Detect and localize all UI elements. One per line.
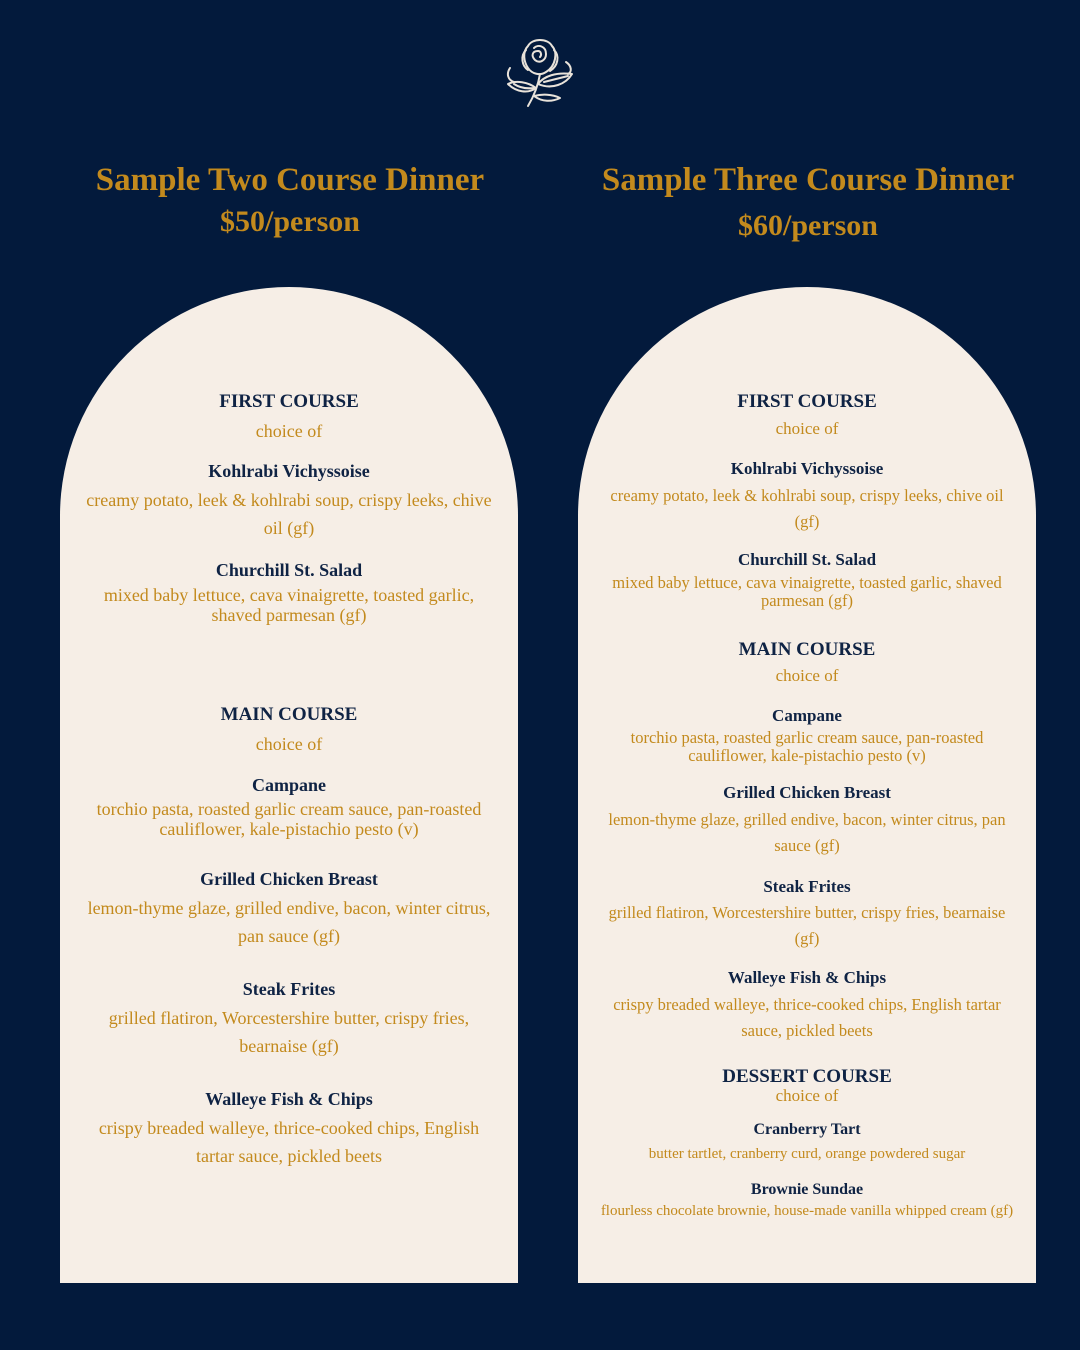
dish-name: Kohlrabi Vichyssoise (208, 461, 370, 481)
dish-description: lemon-thyme glaze, grilled endive, bacon, winter citrus, pan sauce (gf) (608, 810, 1006, 855)
dish-description: mixed baby lettuce, cava vinaigrette, toasted garlic, shaved parmesan (gf) (103, 585, 475, 625)
dish-name: Steak Frites (763, 877, 851, 896)
choice-of-label: choice of (775, 419, 839, 438)
dish-description: torchio pasta, roasted garlic cream sauce, pan-roasted cauliflower, kale-pistachio pesto (v) (96, 799, 482, 839)
dish-name: Churchill St. Salad (737, 550, 877, 569)
dish-name: Walleye Fish & Chips (727, 968, 887, 987)
choice-of-label: choice of (775, 666, 839, 685)
section-heading-main: MAIN COURSE (738, 639, 876, 660)
dish-description: flourless chocolate brownie, house-made vanilla whipped cream (gf) (600, 1203, 1014, 1219)
three-course-header (578, 160, 1038, 246)
dish-description: grilled flatiron, Worcestershire butter, crispy fries, bearnaise (gf) (108, 1008, 470, 1056)
dish-name: Walleye Fish & Chips (205, 1089, 373, 1109)
dish-description: butter tartlet, cranberry curd, orange powdered sugar (648, 1146, 966, 1162)
three-course-menu-card (578, 287, 1036, 1283)
dish-name: Brownie Sundae (750, 1181, 864, 1198)
dish-description: torchio pasta, roasted garlic cream sauce, pan-roasted cauliflower, kale-pistachio pesto (v) (630, 728, 984, 765)
dish-description: crispy breaded walleye, thrice-cooked chips, English tartar sauce, pickled beets (98, 1118, 480, 1166)
section-heading-main: MAIN COURSE (220, 704, 358, 725)
dish-name: Kohlrabi Vichyssoise (730, 459, 884, 478)
section-heading-first: FIRST COURSE (737, 391, 877, 412)
choice-of-label: choice of (775, 1086, 839, 1105)
dish-description: crispy breaded walleye, thrice-cooked chips, English tartar sauce, pickled beets (613, 995, 1001, 1040)
choice-of-label: choice of (255, 734, 323, 754)
three-course-title: Sample Three Course Dinner (601, 162, 1015, 198)
dish-description: creamy potato, leek & kohlrabi soup, crispy leeks, chive oil (gf) (86, 490, 492, 538)
dish-description: mixed baby lettuce, cava vinaigrette, toasted garlic, shaved parmesan (gf) (612, 573, 1002, 610)
three-course-price: $60/person (737, 209, 878, 242)
dish-name: Cranberry Tart (753, 1121, 861, 1138)
two-course-menu-card (60, 287, 518, 1283)
two-course-header (60, 160, 520, 242)
dish-name: Grilled Chicken Breast (723, 783, 891, 802)
dish-name: Grilled Chicken Breast (200, 869, 378, 889)
dish-name: Steak Frites (242, 979, 336, 999)
dish-name: Churchill St. Salad (215, 560, 363, 580)
rose-icon (500, 34, 580, 112)
two-course-price: $50/person (219, 205, 360, 238)
dish-name: Campane (772, 706, 842, 725)
dish-description: creamy potato, leek & kohlrabi soup, crispy leeks, chive oil (gf) (610, 486, 1004, 531)
choice-of-label: choice of (255, 421, 323, 441)
section-heading-dessert: DESSERT COURSE (722, 1066, 892, 1087)
dish-description: grilled flatiron, Worcestershire butter, crispy fries, bearnaise (gf) (608, 903, 1006, 948)
two-course-title: Sample Two Course Dinner (95, 162, 485, 198)
dish-description: lemon-thyme glaze, grilled endive, bacon, winter citrus, pan sauce (gf) (87, 898, 491, 946)
section-heading-first: FIRST COURSE (219, 391, 359, 412)
dish-name: Campane (251, 775, 326, 795)
